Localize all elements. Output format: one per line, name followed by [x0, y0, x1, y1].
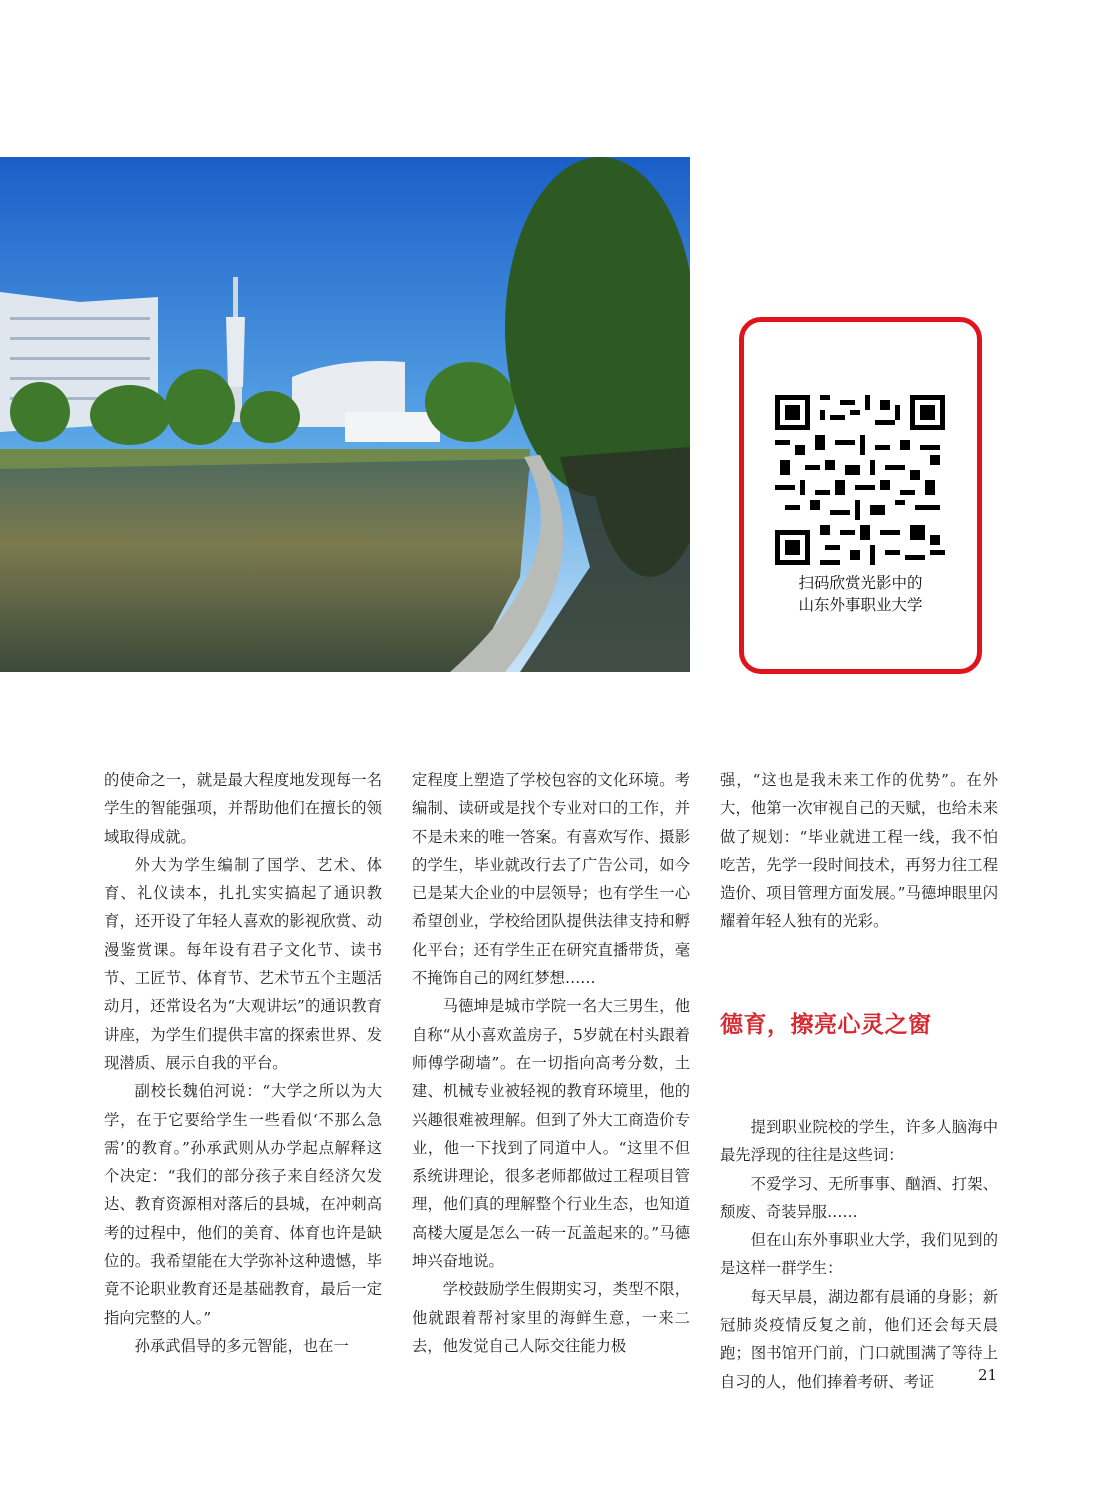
paragraph: 外大为学生编制了国学、艺术、体育、礼仪读本，扎扎实实搞起了通识教育，还开设了年轻人喜欢的影视欣赏、动漫鉴赏课。每年设有君子文化节、读书节、工匠节、体育节、艺术节五个主题活动月，还常设名为“大观讲坛”的通识教育讲座，为学生们提供丰富的探索世界、发现潜质、展示自我的平台。 [104, 855, 382, 1072]
paragraph: 副校长魏伯河说：“大学之所以为大学，在于它要给学生一些看似‘不那么急需’的教育。”孙承武则从办学起点解释这个决定：“我们的部分孩子来自经济欠发达、教育资源相对落后的县城，在冲刺高考的过程中，他们的美育、体育也许是缺位的。我希望能在大学弥补这种遗憾，毕竟不论职业教育还是基础教育，最后一定指向完整的人。” [104, 1082, 382, 1327]
text-column-1 [104, 766, 382, 1360]
paragraph: 的使命之一，就是最大程度地发现每一名学生的智能强项，并帮助他们在擅长的领域取得成就。 [104, 771, 382, 846]
qr-caption-line2: 山东外事职业大学 [798, 596, 923, 614]
paragraph: 但在山东外事职业大学，我们见到的是这样一群学生： [720, 1231, 998, 1278]
paragraph: 强，“这也是我未来工作的优势”。在外大，他第一次审视自己的天赋，也给未来做了规划：“毕业就进工程一线，我不怕吃苦，先学一段时间技术，再努力往工程造价、项目管理方面发展。”马德坤眼里闪耀着年轻人独有的光彩。 [720, 771, 998, 931]
paragraph: 提到职业院校的学生，许多人脑海中最先浮现的往往是这些词： [720, 1118, 998, 1165]
paragraph: 学校鼓励学生假期实习，类型不限，他就跟着帮衬家里的海鲜生意，一来二去，他发觉自己人际交往能力极 [412, 1280, 690, 1355]
paragraph: 定程度上塑造了学校包容的文化环境。考编制、读研或是找个专业对口的工作，并不是未来的唯一答案。有喜欢写作、摄影的学生，毕业就改行去了广告公司，如今已是某大企业的中层领导；也有学生一心希望创业，学校给团队提供法律支持和孵化平台；还有学生正在研究直播带货，毫不掩饰自己的网红梦想…… [412, 771, 690, 988]
paragraph: 每天早晨，湖边都有晨诵的身影；新冠肺炎疫情反复之前，他们还会每天晨跑；图书馆开门前，门口就围满了等待上自习的人，他们捧着考研、考证 [720, 1287, 998, 1391]
qr-code-card [739, 317, 982, 674]
paragraph: 不爱学习、无所事事、酗酒、打架、颓废、奇装异服…… [720, 1174, 998, 1221]
text-column-3-bottom [720, 1113, 998, 1396]
text-column-3-top [720, 766, 998, 936]
page-number: 21 [978, 1366, 998, 1384]
paragraph: 孙承武倡导的多元智能，也在一 [134, 1336, 349, 1355]
paragraph: 马德坤是城市学院一名大三男生，他自称“从小喜欢盖房子，5岁就在村头跟着师傅学砌墙”。在一切指向高考分数，土建、机械专业被轻视的教育环境里，他的兴趣很难被理解。但到了外大工商造价专业，他一下找到了同道中人。“这里不但系统讲理论，很多老师都做过工程项目管理，他们真的理解整个行业生态，也知道高楼大厦是怎么一砖一瓦盖起来的。”马德坤兴奋地说。 [412, 997, 690, 1271]
qr-caption-line1: 扫码欣赏光影中的 [798, 574, 923, 592]
text-column-2 [412, 766, 690, 1360]
section-heading: 德育，擦亮心灵之窗 [720, 1012, 932, 1038]
qr-code-icon[interactable] [775, 395, 945, 565]
campus-lake-photo [0, 157, 690, 672]
qr-caption [744, 572, 977, 616]
